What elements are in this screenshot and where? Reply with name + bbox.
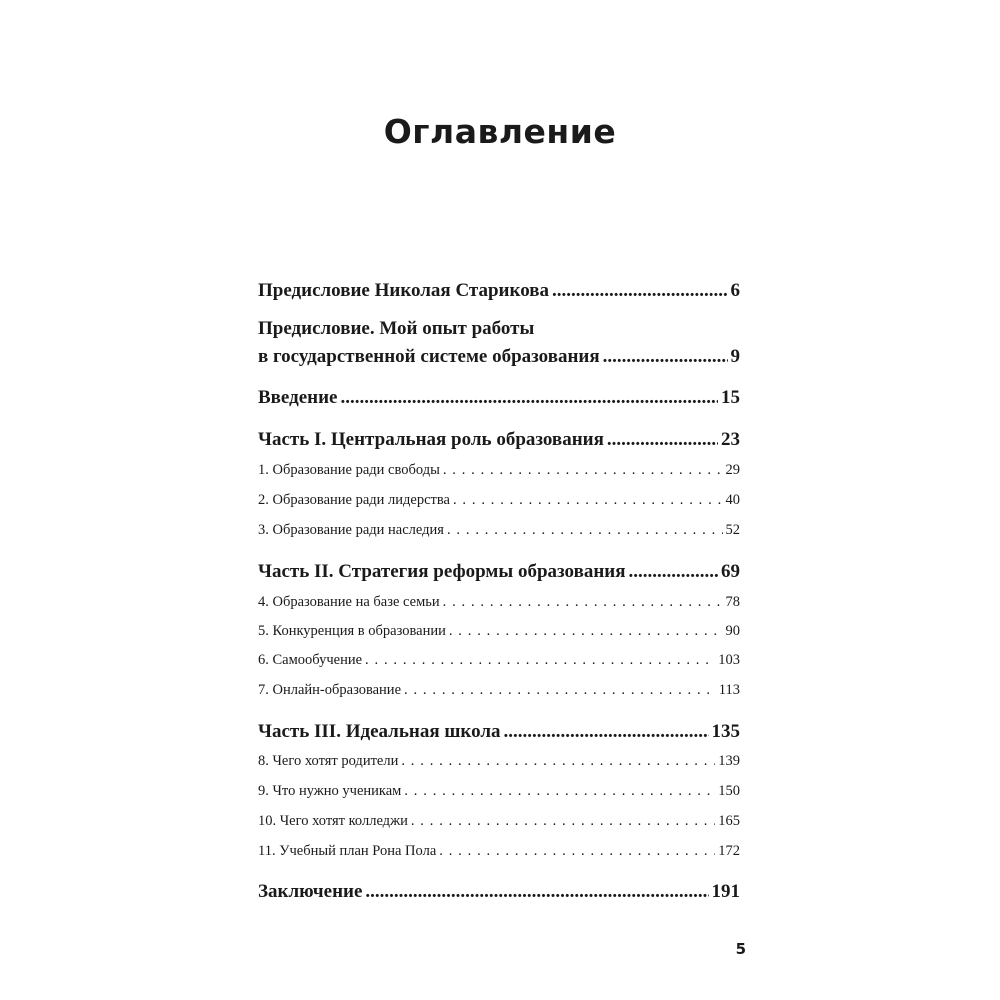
table-of-contents — [258, 0, 740, 1000]
page-number: 5 — [735, 940, 746, 958]
toc-entry-page: 90 — [725, 623, 740, 639]
dot-leader — [365, 881, 708, 903]
dot-leader — [443, 462, 723, 479]
toc-entry-chapter-10[interactable] — [258, 813, 740, 830]
toc-entry-page: 9 — [730, 346, 740, 367]
dot-leader — [404, 682, 716, 699]
toc-entry-chapter-7[interactable] — [258, 682, 740, 699]
toc-entry-page: 113 — [718, 682, 740, 698]
toc-entry-chapter-11[interactable] — [258, 843, 740, 860]
dot-leader — [411, 813, 715, 830]
toc-entry-label-line1: Предисловие. Мой опыт работы — [258, 318, 535, 339]
dot-leader — [365, 652, 715, 669]
toc-entry-part-1[interactable] — [258, 429, 740, 451]
dot-leader — [504, 721, 709, 743]
toc-entry-label: 11. Учебный план Рона Пола — [258, 843, 437, 859]
toc-entry-page: 150 — [718, 783, 740, 799]
toc-entry-conclusion[interactable] — [258, 881, 740, 903]
dot-leader — [453, 492, 723, 509]
toc-entry-page: 6 — [730, 280, 740, 301]
toc-entry-label: Часть III. Идеальная школа — [258, 721, 501, 742]
toc-entry-label: Часть II. Стратегия реформы образования — [258, 561, 626, 582]
toc-entry-foreword-starikov[interactable] — [258, 280, 740, 302]
toc-entry-label: Часть I. Центральная роль образования — [258, 429, 604, 450]
dot-leader — [629, 561, 718, 583]
toc-entry-page: 135 — [711, 721, 740, 742]
dot-leader — [552, 280, 728, 302]
toc-entry-page: 139 — [718, 753, 740, 769]
dot-leader — [404, 783, 715, 800]
dot-leader — [341, 387, 719, 409]
toc-entry-label: 7. Онлайн-образование — [258, 682, 402, 698]
toc-entry-chapter-5[interactable] — [258, 623, 740, 640]
toc-entry-label: 8. Чего хотят родители — [258, 753, 399, 769]
toc-entry-label: 3. Образование ради наследия — [258, 522, 444, 538]
toc-entry-page: 103 — [718, 652, 740, 668]
toc-entry-chapter-8[interactable] — [258, 753, 740, 770]
toc-entry-label: 6. Самообучение — [258, 652, 363, 668]
toc-entry-page: 69 — [721, 561, 740, 582]
toc-entry-page: 165 — [718, 813, 740, 829]
dot-leader — [439, 843, 715, 860]
toc-entry-label: 9. Что нужно ученикам — [258, 783, 402, 799]
toc-entry-label: Заключение — [258, 881, 363, 902]
dot-leader — [607, 429, 718, 451]
toc-entry-page: 40 — [725, 492, 740, 508]
toc-entry-page: 78 — [725, 594, 740, 610]
toc-entry-label: 1. Образование ради свободы — [258, 462, 440, 478]
toc-entry-chapter-9[interactable] — [258, 783, 740, 800]
toc-entry-chapter-1[interactable] — [258, 462, 740, 479]
toc-entry-label: 4. Образование на базе семьи — [258, 594, 440, 610]
toc-entry-page: 23 — [721, 429, 740, 450]
toc-entry-label: Предисловие Николая Старикова — [258, 280, 549, 301]
toc-entry-chapter-6[interactable] — [258, 652, 740, 669]
toc-entry-chapter-2[interactable] — [258, 492, 740, 509]
toc-entry-page: 52 — [725, 522, 740, 538]
toc-entry-label: 2. Образование ради лидерства — [258, 492, 450, 508]
dot-leader — [449, 623, 723, 640]
toc-entry-label: Введение — [258, 387, 338, 408]
toc-entry-label: в государственной системе образования — [258, 346, 600, 367]
page-title: Оглавление — [383, 112, 617, 151]
toc-entry-introduction[interactable] — [258, 387, 740, 409]
toc-entry-chapter-3[interactable] — [258, 522, 740, 539]
toc-entry-page: 191 — [711, 881, 740, 902]
dot-leader — [447, 522, 723, 539]
toc-entry-label: 5. Конкуренция в образовании — [258, 623, 446, 639]
dot-leader — [401, 753, 715, 770]
dot-leader — [443, 594, 723, 611]
toc-entry-page: 29 — [725, 462, 740, 478]
toc-entry-chapter-4[interactable] — [258, 594, 740, 611]
toc-entry-page: 172 — [718, 843, 740, 859]
toc-entry-part-2[interactable] — [258, 561, 740, 583]
toc-entry-part-3[interactable] — [258, 721, 740, 743]
toc-entry-label: 10. Чего хотят колледжи — [258, 813, 408, 829]
toc-entry-page: 15 — [721, 387, 740, 408]
dot-leader — [603, 346, 728, 368]
toc-entry-foreword-author[interactable] — [258, 346, 740, 368]
